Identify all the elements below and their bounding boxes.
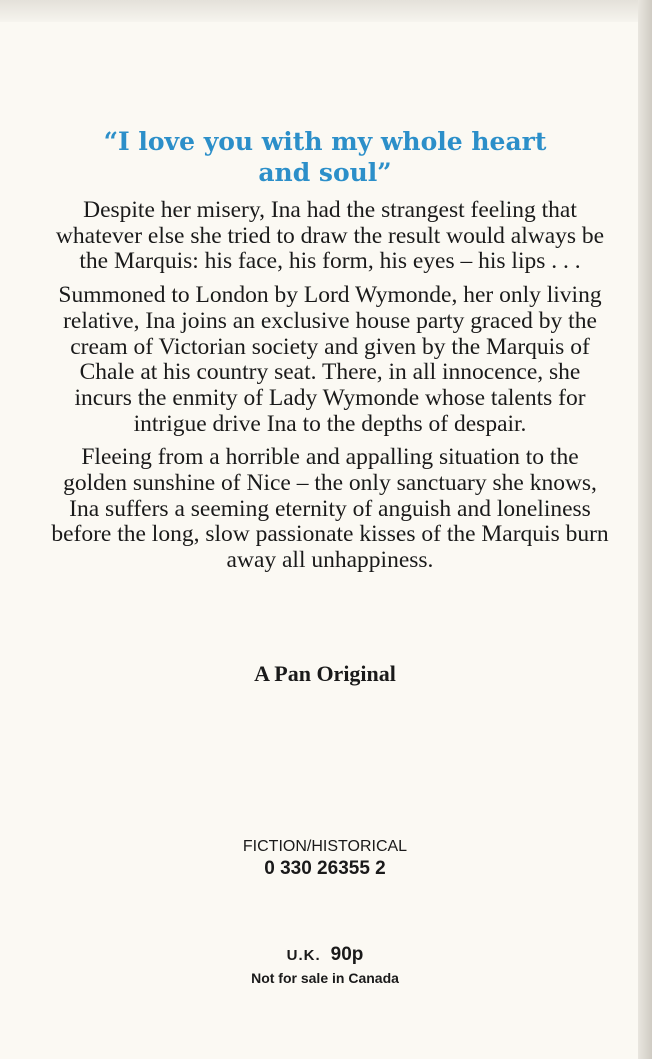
price-line [40, 944, 610, 966]
cover-top-edge [0, 0, 644, 22]
genre-category: FICTION/HISTORICAL [242, 838, 408, 855]
imprint-label: A Pan Original [254, 661, 396, 686]
cover-right-edge [638, 0, 652, 1059]
headline-quote [40, 126, 610, 188]
blurb-paragraph-1: Despite her misery, Ina had the strangest feeling that whatever else she tried to draw the result would always be the Marquis: his face, his form, his eyes – his lips . . . [55, 197, 605, 275]
blurb-paragraph-2: Summoned to London by Lord Wymonde, her only living relative, Ina joins an exclusive house party graced by the cream of Victorian society and given by the Marquis of Chale at his country seat. There, in all innocence, she incurs the enmity of Lady Wymonde whose talents for intrigue drive Ina to the depths of despair. [58, 282, 602, 437]
blurb-paragraph-3: Fleeing from a horrible and appalling situation to the golden sunshine of Nice – the only sanctuary she knows, Ina suffers a seeming eternity of anguish and loneliness before the long, slow passionate kisses of the Marquis burn away all unhappiness. [51, 444, 609, 574]
sale-restriction: Not for sale in Canada [251, 970, 399, 986]
headline-line-1: “I love you with my whole heart [103, 127, 547, 156]
isbn-number: 0 330 26355 2 [264, 858, 386, 879]
price-amount: 90p [330, 944, 364, 965]
headline-line-2: and soul” [258, 158, 392, 187]
blurb-text [50, 198, 610, 582]
price-region: U.K. [286, 947, 321, 964]
